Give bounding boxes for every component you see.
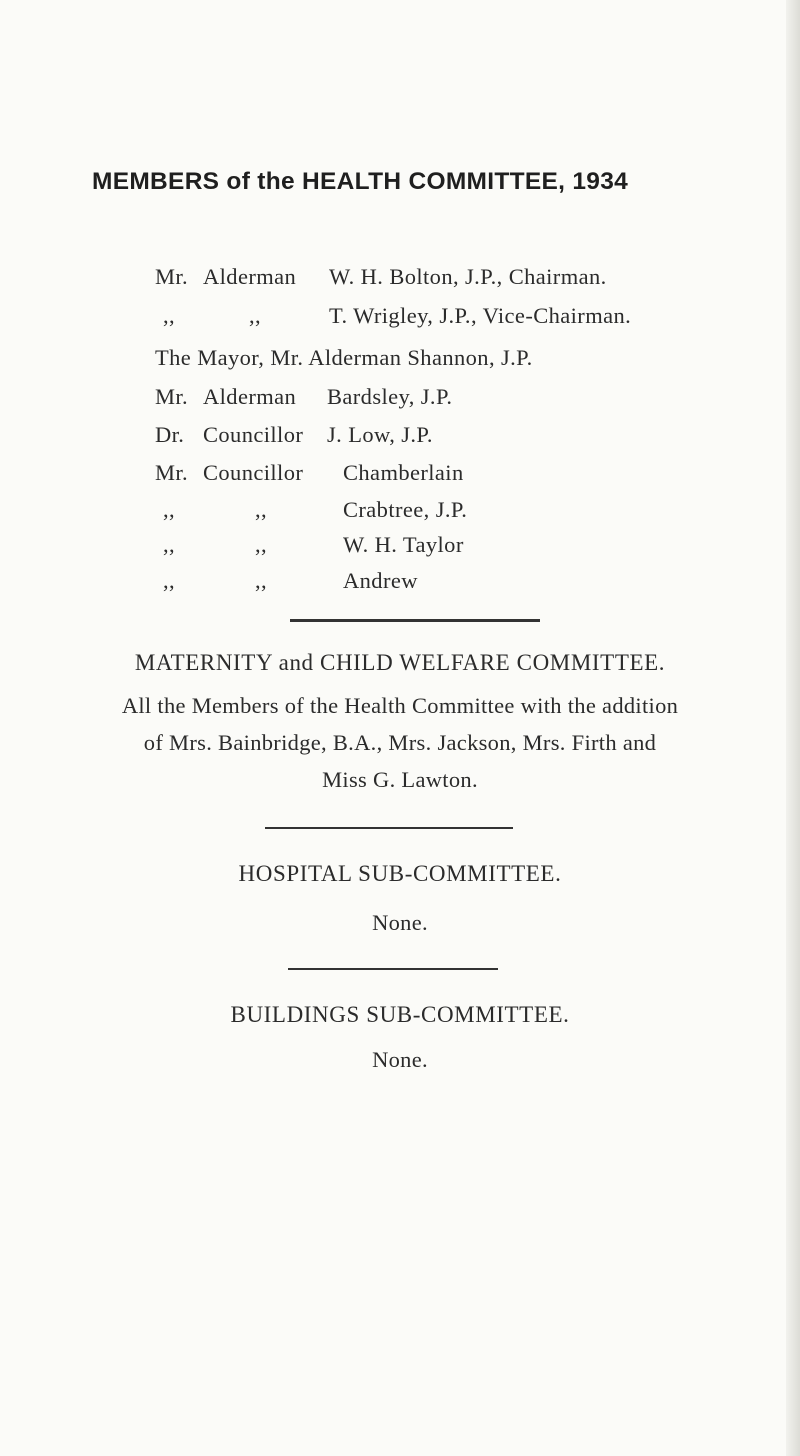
- member-name: Bardsley, J.P.: [327, 384, 453, 409]
- member-name: Chamberlain: [343, 460, 464, 485]
- buildings-subcommittee-title: BUILDINGS SUB-COMMITTEE.: [230, 1002, 570, 1027]
- member-prefix: Dr.: [155, 422, 185, 447]
- maternity-text-line: of Mrs. Bainbridge, B.A., Mrs. Jackson, Mrs. Firth and: [143, 730, 657, 755]
- member-prefix: Mr.: [155, 264, 189, 289]
- maternity-text-line: Miss G. Lawton.: [322, 767, 478, 792]
- member-name: W. H. Taylor: [343, 532, 464, 557]
- member-name: T. Wrigley, J.P., Vice-Chairman.: [329, 303, 632, 328]
- member-office: ,,: [255, 497, 268, 522]
- hospital-subcommittee-title: HOSPITAL SUB-COMMITTEE.: [238, 861, 562, 886]
- member-prefix: ,,: [163, 532, 176, 557]
- member-name: J. Low, J.P.: [327, 422, 433, 447]
- member-prefix: Mr.: [155, 384, 189, 409]
- member-prefix: Mr.: [155, 460, 189, 485]
- page-title: MEMBERS of the HEALTH COMMITTEE, 1934: [92, 168, 629, 195]
- member-office: Councillor: [203, 460, 304, 485]
- member-prefix: ,,: [163, 568, 176, 593]
- member-office: ,,: [255, 568, 268, 593]
- member-office: ,,: [249, 303, 262, 328]
- buildings-subcommittee-members: None.: [372, 1047, 428, 1072]
- member-prefix: ,,: [163, 497, 176, 522]
- member-office: Alderman: [203, 384, 297, 409]
- section-divider: [265, 827, 513, 829]
- member-name: Crabtree, J.P.: [343, 497, 468, 522]
- maternity-text-line: All the Members of the Health Committee with the addition: [121, 693, 679, 718]
- maternity-committee-title: MATERNITY and CHILD WELFARE COMMITTEE.: [134, 650, 666, 675]
- section-divider: [288, 968, 498, 970]
- member-name: Andrew: [343, 568, 418, 593]
- member-office: ,,: [255, 532, 268, 557]
- hospital-subcommittee-members: None.: [372, 910, 428, 935]
- section-divider: [290, 619, 540, 622]
- member-name: W. H. Bolton, J.P., Chairman.: [329, 264, 607, 289]
- member-name: The Mayor, Mr. Alderman Shannon, J.P.: [155, 345, 533, 370]
- member-office: Councillor: [203, 422, 304, 447]
- member-office: Alderman: [203, 264, 297, 289]
- page-edge-shadow: [786, 0, 800, 1456]
- member-prefix: ,,: [163, 303, 176, 328]
